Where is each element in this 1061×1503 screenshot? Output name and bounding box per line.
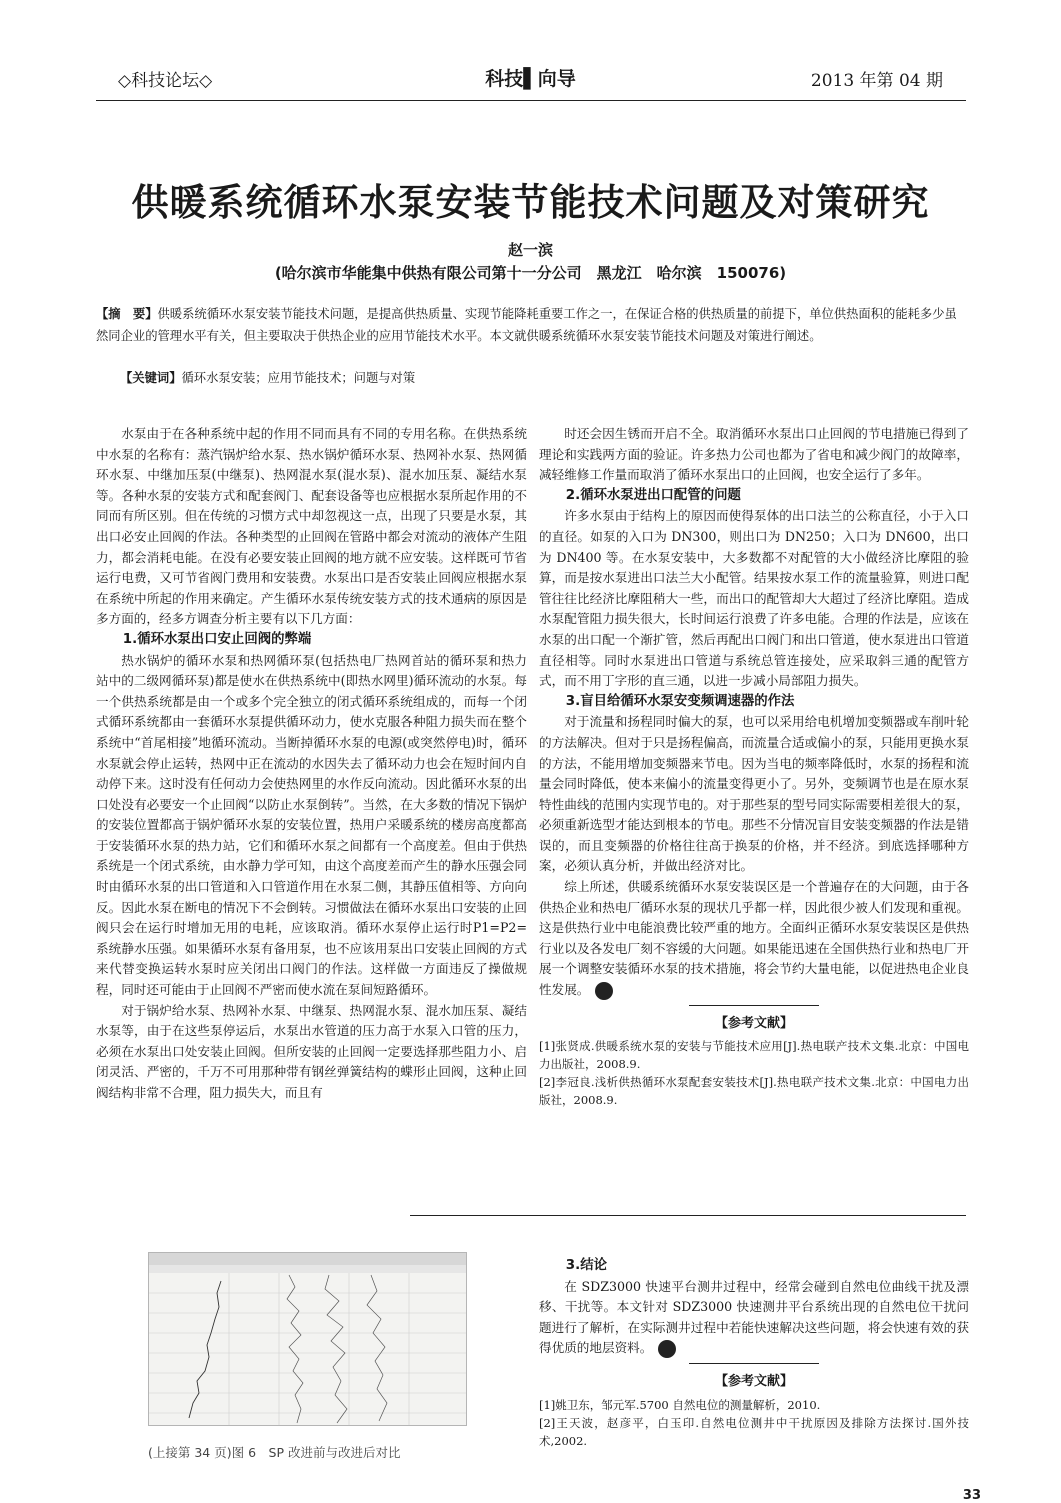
- reference-item: [2]王天波，赵彦平，白玉印.自然电位测井中干扰原因及排除方法探讨.国外技术,2002.: [539, 1415, 969, 1448]
- header-rule: [96, 100, 966, 101]
- figure-graphic: [149, 1253, 466, 1425]
- header-journal-name: 科技▌向导: [485, 68, 576, 90]
- figure-curve-2: [325, 1275, 347, 1423]
- figure-track-header: [149, 1265, 466, 1273]
- body-paragraph: [539, 1277, 969, 1359]
- body-column-left: [96, 424, 527, 1104]
- header-issue: 2013 年第 04 期: [810, 71, 943, 91]
- abstract: [96, 303, 968, 347]
- body-paragraph: 对于锅炉给水泵、热网补水泵、中继泵、热网混水泵、混水加压泵、凝结水泵等，由于在这些泵停运后，水泵出水管道的压力高于水泵入口管的压力，必须在水泵出口处安装止回阀。但所安装的止回阀一定要选择那些阻力小、启闭灵活、严密的，千万不可用那种带有钢丝弹簧结构的蝶形止回阀，这种止回阀结构非常不合理，阻力损失大，而且有: [96, 1002, 527, 1100]
- keywords: [120, 368, 968, 386]
- end-mark-icon: [658, 1340, 676, 1358]
- body-paragraph: 水泵由于在各种系统中起的作用不同而具有不同的专用名称。在供热系统中水泵的名称有：蒸汽锅炉给水泵、热水锅炉循环水泵、热网补水泵、热网循环水泵、中继加压泵(中继泵)、热网混水泵(混水泵)、混水加压泵、凝结水泵等。各种水泵的安装方式和配套阀门、配套设备等也应根据水泵所起作用的不同而有所区别。但在传统的习惯方式中却忽视这一点，出现了只要是水泵，其出口必安止回阀的作法。各种类型的止回阀在管路中都会对流动的液体产生阻力，都会消耗电能。在没有必要安装止回阀的地方就不应安装。这样既可节省运行电费，又可节省阀门费用和安装费。水泵出口是否安装止回阀应根据水泵在系统中所起的作用来确定。产生循环水泵传统安装方式的技术通病的原因是多方面的，经多方调查分析主要有以下几方面：: [96, 426, 527, 627]
- references-rule: [689, 1363, 819, 1364]
- references-title: 【参考文献】: [714, 1015, 793, 1031]
- figure-curve-1: [287, 1275, 303, 1423]
- references-title: 【参考文献】: [714, 1373, 793, 1389]
- keywords-text: 循环水泵安装；应用节能技术；问题与对策: [181, 371, 416, 385]
- body-paragraph: 热水锅炉的循环水泵和热网循环泵(包括热电厂热网首站的循环泵和热力站中的二级网循环泵)都是使水在供热系统中(即热水网里)循环流动的水泵。每一个供热系统都是由一个或多个完全独立的闭式循环系统组成的，而每一个闭式循环系统都由一套循环水泵提供循环动力，使水克服各种阻力损失而在整个系统中“首尾相接”地循环流动。当断掉循环水泵的电源(或突然停电)时，循环水泵就会停止运转，热网中正在流动的水因失去了循环动力也会在短时间内自动停下来。这时没有任何动力会使热网里的水作反向流动。因此循环水泵的出口处没有必要安一个止回阀“以防止水泵倒转”。当然，在大多数的情况下锅炉的安装位置都高于锅炉循环水泵的安装位置，热用户采暖系统的楼房高度都高于安装循环水泵的热力站，它们和循环水泵之间都有一个高度差。但由于供热系统是一个闭式系统，由水静力学可知，由这个高度差而产生的静水压强会同时由循环水泵的出口管道和入口管道作用在水泵二侧，其静压值相等、方向向反。因此水泵在断电的情况下不会倒转。习惯做法在循环水泵出口安装的止回阀只会在运行时增加无用的电耗，应该取消。循环水泵停止运行时P1=P2=系统静水压强。如果循环水泵有备用泵，也不应该用泵出口安装止回阀的方式来代替变换运转水泵时应关闭出口阀门的作法。这样做一方面违反了操做规程，同时还可能由于止回阀不严密而使水流在泵间短路循环。: [96, 652, 527, 998]
- figure-curve-sp: [189, 1281, 221, 1418]
- body-paragraph: 对于流量和扬程同时偏大的泵，也可以采用给电机增加变频器或车削叶轮的方法解决。但对于只是扬程偏高，而流量合适或偏小的泵，只能用更换水泵的方法，不能用增加变频器来节电。因为当电的频率降低时，水泵的扬程和流量会同时降低，使本来偏小的流量变得更小了。另外，变频调节也是在原水泵特性曲线的范围内实现节电的。对于那些泵的型号同实际需要相差很大的泵，必须重新选型才能达到根本的节电。那些不分情况盲目安装变频器的作法是错误的，而且变频器的价格往往高于换泵的价格，并不经济。到底选择哪种方案，必须认真分析，并做出经济对比。: [539, 714, 969, 874]
- section-heading: 2.循环水泵进出口配管的问题: [565, 487, 741, 503]
- article-title: 供暖系统循环水泵安装节能技术问题及对策研究: [131, 180, 930, 224]
- conclusion-text: 综上所述，供暖系统循环水泵安装误区是一个普遍存在的大问题，由于各供热企业和热电厂循环水泵的现状几乎都一样，因此很少被人们发现和重视。这是供热行业中电能浪费比较严重的地方。全面纠正循环水泵安装误区是供热行业以及各发电厂刻不容缓的大问题。如果能迅速在全国供热行业和热电厂开展一个调整安装循环水泵的技术措施，将会节约大量电能，以促进热电企业良性发展。: [539, 879, 969, 998]
- section-heading: 3.结论: [565, 1258, 607, 1273]
- header-section-label: ◇科技论坛◇: [118, 71, 213, 91]
- reference-item: [2]李冠良.浅析供热循环水泵配套安装技术[J].热电联产技术文集.北京：中国电力出版社，2008.9.: [539, 1075, 969, 1108]
- figure-log-plot: [148, 1252, 467, 1426]
- figure-curve-3: [367, 1275, 387, 1421]
- figure-caption: (上接第 34 页)图 6 SP 改进前与改进后对比: [148, 1445, 401, 1460]
- article-author: 赵一滨: [507, 241, 553, 259]
- body-paragraph: [539, 877, 969, 1001]
- body-column-right: [539, 424, 969, 1109]
- continuation-text: 在 SDZ3000 快速平台测井过程中，经常会碰到自然电位曲线干扰及漂移、干扰等。本文针对 SDZ3000 快速测井平台系统出现的自然电位干扰问题进行了解析，在实际测井过程中若能快速解决这些问题，将会快速有效的获得优质的地层资料。: [539, 1278, 969, 1356]
- continuation-column: [539, 1256, 969, 1450]
- keywords-label: 【关键词】: [120, 371, 182, 385]
- abstract-text: 供暖系统循环水泵安装节能技术问题，是提高供热质量、实现节能降耗重要工作之一，在保证合格的供热质量的前提下，单位供热面积的能耗多少虽然同企业的管理水平有关，但主要取决于供热企业的应用节能技术水平。本文就供暖系统循环水泵安装节能技术问题及对策进行阐述。: [96, 307, 957, 343]
- page-number: 33: [962, 1488, 981, 1503]
- figure-grid: [149, 1273, 466, 1425]
- figure-toolbar: [149, 1253, 466, 1265]
- article-affiliation: (哈尔滨市华能集中供热有限公司第十一分公司 黑龙江 哈尔滨 150076): [274, 264, 787, 282]
- abstract-label: 【摘 要】: [96, 307, 158, 321]
- reference-item: [1]姚卫东，邹元军.5700 自然电位的测量解析，2010.: [539, 1397, 821, 1412]
- section-heading: 3.盲目给循环水泵安变频调速器的作法: [565, 693, 795, 709]
- body-paragraph: 许多水泵由于结构上的原因而使得泵体的出口法兰的公称直径，小于入口的直径。如泵的入口为 DN300，则出口为 DN250；入口为 DN600，出口为 DN400 等。在水泵安装中，大多数都不对配管的大小做经济比摩阻的验算，而是按水泵进出口法兰大小配管。结果按水泵工作的流量验算，则进口配管往往比经济比摩阻稍大一些，而出口的配管却大大超过了经济比摩阻。造成水泵配管阻力损失很大，长时间运行浪费了许多电能。合理的作法是，应该在水泵的出口配一个渐扩管，然后再配出口阀门和出口管道，使水泵进出口管道直径相等。同时水泵进出口管道与系统总管连接处，应采取斜三通的配管方式，而不用丁字形的直三通，以进一步减小局部阻力损失。: [539, 508, 969, 689]
- body-paragraph: 时还会因生锈而开启不全。取消循环水泵出口止回阀的节电措施已得到了理论和实践两方面的验证。许多热力公司也都为了省电和减少阀门的故障率，减轻维修工作量而取消了循环水泵出口的止回阀，也安全运行了多年。: [539, 426, 969, 483]
- section-heading: 1.循环水泵出口安止回阀的弊端: [122, 631, 312, 647]
- references-rule: [689, 1005, 819, 1006]
- end-mark-icon: [595, 982, 613, 1000]
- reference-item: [1]张贤成.供暖系统水泵的安装与节能技术应用[J].热电联产技术文集.北京：中国电力出版社，2008.9.: [539, 1039, 969, 1072]
- article-separator-rule: [410, 1215, 966, 1216]
